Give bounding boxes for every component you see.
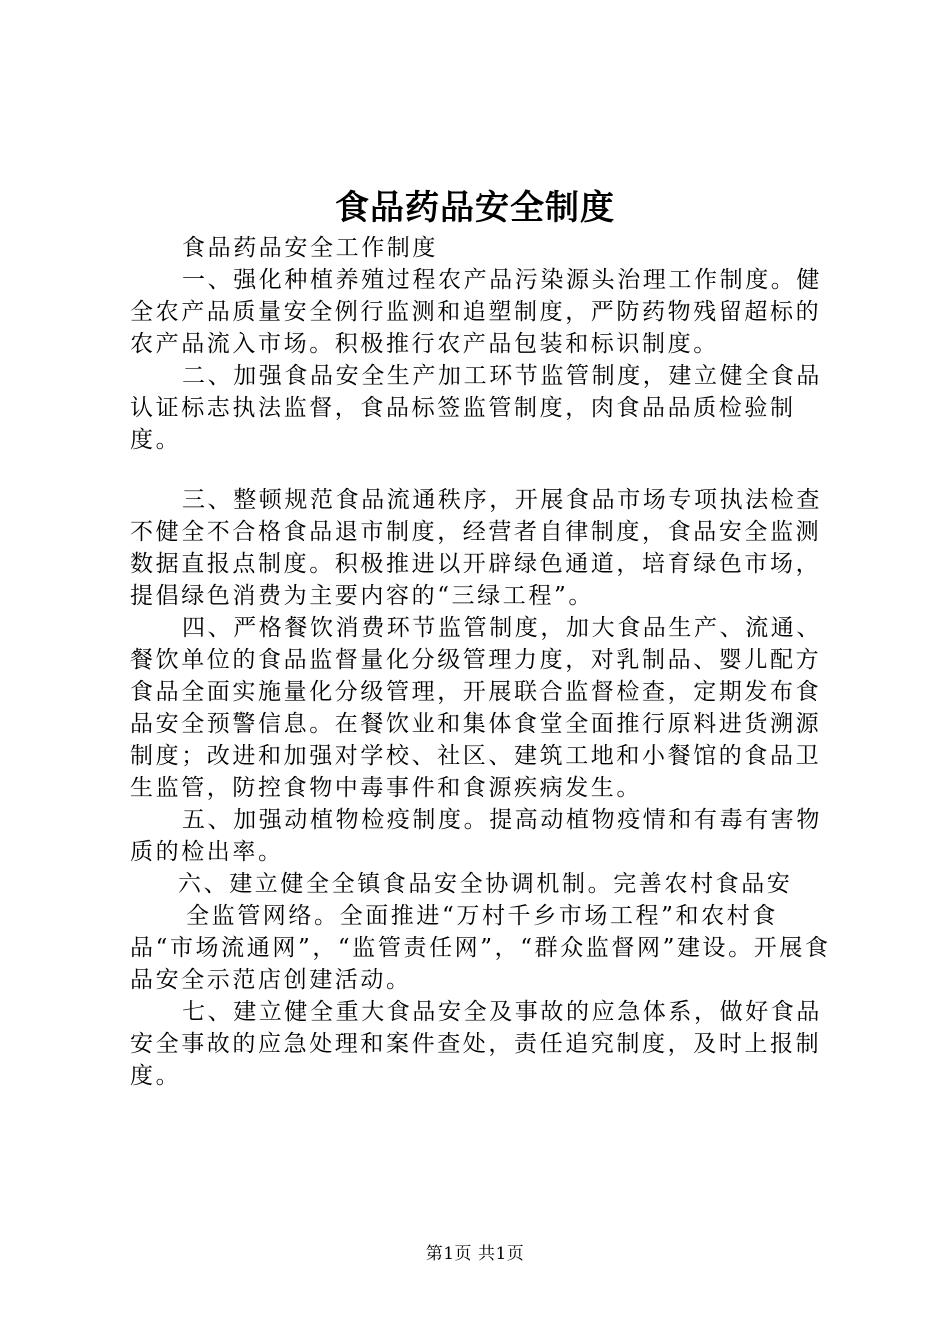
paragraph-6-continued: 全监管网络。全面推进“万村千乡市场工程”和农村食品“市场流通网”，“监管责任网”，“群众监督网”建设。开展食品安全示范店创建活动。 <box>130 903 831 993</box>
paragraph-subtitle: 食品药品安全工作制度 <box>182 235 438 261</box>
paragraph-2: 二、加强食品安全生产加工环节监管制度，建立健全食品认证标志执法监督，食品标签监管制度，肉食品品质检验制度。 <box>130 363 822 453</box>
paragraph-3: 三、整顿规范食品流通秩序，开展食品市场专项执法检查不健全不合格食品退市制度，经营者自律制度，食品安全监测数据直报点制度。积极推进以开辟绿色通道，培育绿色市场，提倡绿色消费为主要内容的“三绿工程”。 <box>130 487 822 609</box>
paragraph-6: 六、建立健全全镇食品安全协调机制。完善农村食品安 <box>178 871 793 897</box>
document-title: 食品药品安全制度 <box>335 188 615 228</box>
page-footer: 第1页 共1页 <box>425 1244 525 1264</box>
paragraph-5: 五、加强动植物检疫制度。提高动植物疫情和有毒有害物质的检出率。 <box>130 807 822 865</box>
paragraph-7: 七、建立健全重大食品安全及事故的应急体系，做好食品安全事故的应急处理和案件查处，责任追究制度，及时上报制度。 <box>130 999 822 1089</box>
paragraph-1: 一、强化种植养殖过程农产品污染源头治理工作制度。健全农产品质量安全例行监测和追塑制度，严防药物残留超标的农产品流入市场。积极推行农产品包装和标识制度。 <box>130 267 822 357</box>
paragraph-4: 四、严格餐饮消费环节监管制度，加大食品生产、流通、餐饮单位的食品监督量化分级管理力度，对乳制品、婴儿配方食品全面实施量化分级管理，开展联合监督检查，定期发布食品安全预警信息。在餐饮业和集体食堂全面推行原料进货溯源制度；改进和加强对学校、社区、建筑工地和小餐馆的食品卫生监管，防控食物中毒事件和食源疾病发生。 <box>130 615 822 801</box>
document-body <box>130 232 842 1092</box>
